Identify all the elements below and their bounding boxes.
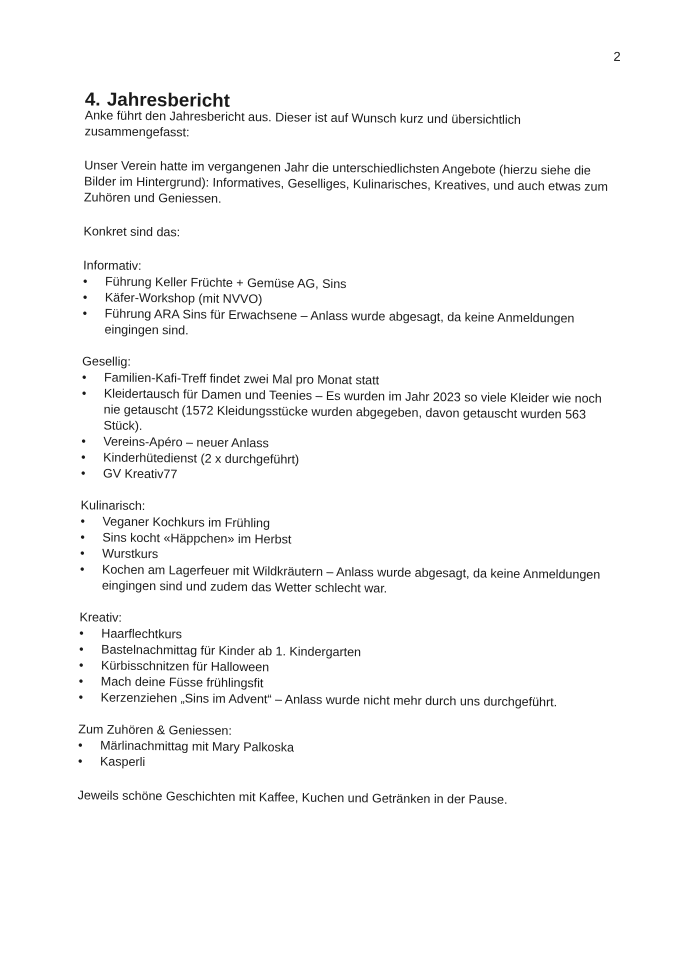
category-title: Informativ: xyxy=(83,258,142,273)
summary-paragraph: Unser Verein hatte im vergangenen Jahr die unterschiedlichsten Angebote (hierzu siehe die Bilder im Hintergrund): Informatives, Geselliges, Kulinarisches, Kreatives, und auch etwas zum Zuhören und Geniessen. xyxy=(83,158,608,206)
closing-paragraph: Jeweils schöne Geschichten mit Kaffee, Kuchen und Getränken in der Pause. xyxy=(77,788,508,807)
category-zuhoeren-geniessen xyxy=(78,721,608,775)
intro-paragraph: Anke führt den Jahresbericht aus. Dieser ist auf Wunsch kurz und übersichtlich zusammengefasst: xyxy=(84,108,521,140)
list-item: • Käfer-Workshop (mit NVVO) xyxy=(83,289,613,311)
list-item: • Familien-Kafi-Treff findet zwei Mal pro Monat statt xyxy=(82,369,612,391)
category-list xyxy=(79,625,610,711)
page-content xyxy=(77,88,615,809)
list-item: • Kinderhütedienst (2 x durchgeführt) xyxy=(81,449,611,471)
list-item: • Kleidertausch für Damen und Teenies – Es wurden im Jahr 2023 so viele Kleider wie noch nie getauscht (1572 Kleidungsstücke wurden abgegeben, davon getauscht wurden 563 Stück). xyxy=(81,385,611,439)
list-item: • Veganer Kochkurs im Frühling xyxy=(80,513,610,535)
list-item: • Führung ARA Sins für Erwachsene – Anlass wurde abgesagt, da keine Anmeldungen eingingen sind. xyxy=(82,305,612,343)
list-item: • Kürbisschnitzen für Halloween xyxy=(79,657,609,679)
list-item: • Wurstkurs xyxy=(80,545,610,567)
category-kulinarisch xyxy=(80,497,611,599)
category-title: Kreativ: xyxy=(79,610,122,625)
category-informativ xyxy=(82,257,613,343)
category-list xyxy=(80,513,611,599)
list-item: • Märlinachmittag mit Mary Palkoska xyxy=(78,737,608,759)
category-gesellig xyxy=(81,353,612,487)
category-title: Zum Zuhören & Geniessen: xyxy=(78,722,232,738)
category-list xyxy=(78,737,608,775)
list-item: • Vereins-Apéro – neuer Anlass xyxy=(81,433,611,455)
list-item: • Kasperli xyxy=(78,753,608,775)
list-item: • GV Kreativ77 xyxy=(81,465,611,487)
list-item: • Sins kocht «Häppchen» im Herbst xyxy=(80,529,610,551)
list-item: • Kerzenziehen „Sins im Advent“ – Anlass wurde nicht mehr durch uns durchgeführt. xyxy=(79,689,609,711)
list-item: • Haarflechtkurs xyxy=(79,625,609,647)
category-kreativ xyxy=(79,609,610,711)
category-title: Kulinarisch: xyxy=(80,498,146,513)
concrete-label: Konkret sind das: xyxy=(83,224,181,240)
category-list xyxy=(82,273,613,343)
category-list xyxy=(81,369,612,487)
section-title: Jahresbericht xyxy=(106,88,231,111)
list-item: • Bastelnachmittag für Kinder ab 1. Kindergarten xyxy=(79,641,609,663)
list-item: • Kochen am Lagerfeuer mit Wildkräutern – Anlass wurde abgesagt, da keine Anmeldungen eingingen sind und zudem das Wetter schlecht war. xyxy=(80,561,610,599)
list-item: • Führung Keller Früchte + Gemüse AG, Sins xyxy=(83,273,613,295)
section-number: 4. xyxy=(84,88,101,110)
list-item: • Mach deine Füsse frühlingsfit xyxy=(79,673,609,695)
page-number: 2 xyxy=(613,48,621,64)
category-title: Gesellig: xyxy=(82,354,131,369)
